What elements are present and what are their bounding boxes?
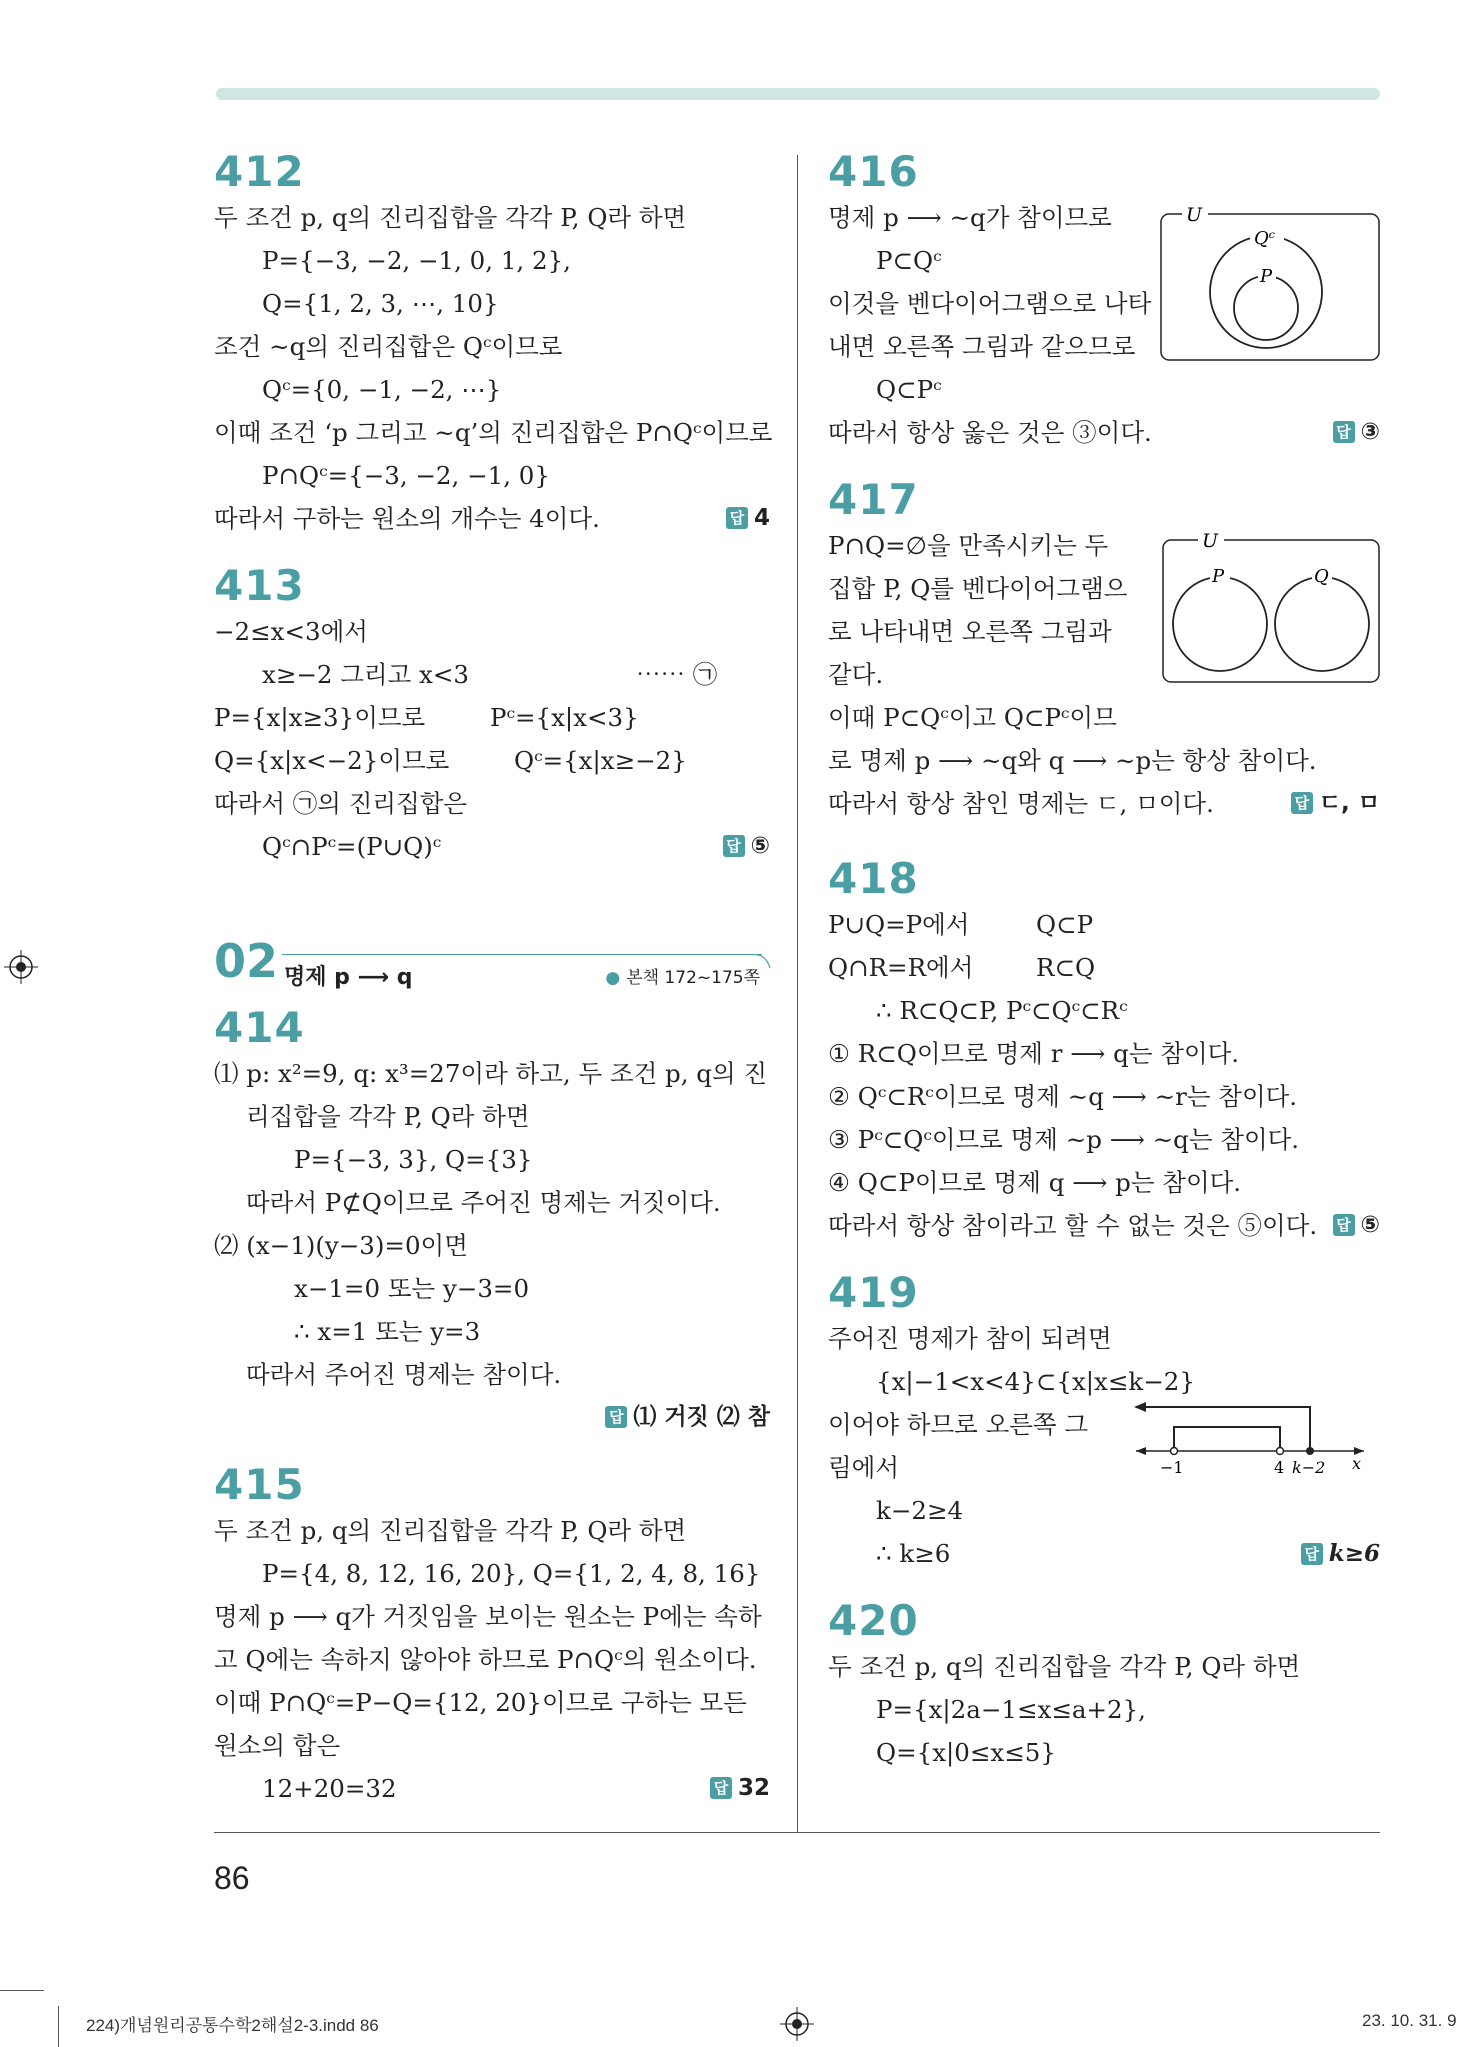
text-line-content: R⊂Q [1036,953,1096,982]
answer [1301,1532,1380,1576]
text-line: P⊂Qᶜ [876,246,942,275]
text-line: x−1=0 또는 y−3=0 [294,1274,530,1303]
answer [1333,411,1380,454]
section-header [214,928,770,998]
text-line-content: Qᶜ={x|x≥−2} [514,746,687,775]
text-line-content: P∪Q=P에서 [828,910,970,939]
label-qc: Qᶜ [1254,228,1276,249]
text-line: −2≤x<3에서 [214,617,368,646]
problem-415 [214,1461,770,1810]
problem-419 [828,1269,1380,1575]
text-line-content: 따라서 항상 참이라고 할 수 없는 것은 ⑤이다. [828,1211,1318,1240]
answer-value: ③ [1360,419,1380,445]
answer [1333,1204,1380,1247]
answer-tag: 답 [723,835,745,857]
text-line: k−2≥4 [876,1496,964,1525]
text-line-content: Q∩R=R에서 [828,953,974,982]
text-line-content: ∴ k≥6 [876,1539,951,1568]
text-line: 두 조건 p, q의 진리집합을 각각 P, Q라 하면 [828,1652,1301,1681]
text-line [214,696,770,739]
text-line: 로 명제 p ⟶ ~q와 q ⟶ ~p는 항상 참이다. [828,746,1317,775]
text-line [828,903,1380,946]
registration-mark-icon [4,950,38,984]
venn-diagram-417 [1162,532,1382,684]
text-line-content: x≥−2 그리고 x<3 [262,660,469,689]
ray-bracket [1136,1407,1310,1451]
text-line [828,946,1380,989]
text-line: Q={1, 2, 3, ⋯, 10} [262,289,499,318]
text-line-content: Pᶜ={x|x<3} [490,703,639,732]
answer-tag: 답 [710,1777,732,1799]
text-line-content: Q⊂P [1036,910,1094,939]
text-line: 이것을 벤다이어그램으로 나타 [828,289,1152,318]
label-p: P [1212,566,1225,587]
text-line: ⑴ p: x²=9, q: x³=27이라 하고, 두 조건 p, q의 진 [214,1059,768,1088]
left-column [214,147,773,1832]
crop-mark [58,2006,59,2047]
universal-set-box [1163,540,1379,682]
problem-number: 418 [828,854,919,903]
answer-tag: 답 [605,1406,627,1428]
set-p-circle [1173,577,1267,671]
bullet-icon: ● [605,968,621,988]
problem-420 [828,1597,1380,1774]
text-line: 내면 오른쪽 그림과 같으므로 [828,332,1136,361]
text-line: 따라서 주어진 명제는 참이다. [246,1360,562,1389]
text-line-content: Q={x|x<−2}이므로 [214,746,450,775]
answer [710,1767,770,1810]
problem-412 [214,147,773,540]
section-number: 02 [214,934,279,988]
text-line [828,1532,1380,1575]
answer [605,1396,770,1439]
open-point-minus1 [1171,1448,1178,1455]
text-line: ② Qᶜ⊂Rᶜ이므로 명제 ~q ⟶ ~r는 참이다. [828,1082,1298,1111]
text-line: 집합 P, Q를 벤다이어그램으 [828,574,1128,603]
text-line: 리집합을 각각 P, Q라 하면 [246,1102,530,1131]
text-line: 두 조건 p, q의 진리집합을 각각 P, Q라 하면 [214,203,687,232]
set-q-circle [1275,577,1369,671]
text-line [214,1767,770,1810]
venn-diagram-416 [1160,206,1382,362]
section-rule [282,954,762,955]
page-number: 86 [214,1860,250,1896]
text-line [214,497,770,540]
text-line: 이어야 하므로 오른쪽 그 [828,1410,1089,1439]
text-line: 고 Q에는 속하지 않아야 하므로 P∩Qᶜ의 원소이다. [214,1645,757,1674]
text-line: 이때 조건 ‘p 그리고 ~q’의 진리집합은 P∩Qᶜ이므로 [214,418,773,447]
answer [726,497,770,540]
right-column [828,148,1380,1796]
answer-tag: 답 [1301,1543,1323,1565]
label-u: U [1202,532,1219,552]
open-point-4 [1277,1448,1284,1455]
tick-label-k-2: k−2 [1292,1458,1326,1477]
text-line-content: 12+20=32 [262,1774,397,1803]
problem-number: 419 [828,1268,919,1317]
text-line [214,739,770,782]
answer [723,825,770,868]
answer-value: k≥6 [1328,1540,1380,1567]
text-line [828,411,1380,454]
top-color-bar [216,88,1380,100]
axis-label-x: x [1352,1454,1362,1473]
answer-value: ⑴ 거짓 ⑵ 참 [633,1404,770,1430]
equation-mark: ⋯⋯ ㉠ [636,660,718,689]
text-line: ④ Q⊂P이므로 명제 q ⟶ p는 참이다. [828,1168,1242,1197]
answer-tag: 답 [1333,421,1355,443]
text-line: ∴ R⊂Q⊂P, Pᶜ⊂Qᶜ⊂Rᶜ [876,996,1128,1025]
text-line: P∩Q=∅을 만족시키는 두 [828,531,1109,560]
set-qc-circle [1210,236,1322,348]
problem-416 [828,148,1380,454]
text-line: ∴ x=1 또는 y=3 [294,1317,481,1346]
text-line: ① R⊂Q이므로 명제 r ⟶ q는 참이다. [828,1039,1240,1068]
text-line: P={−3, −2, −1, 0, 1, 2}, [262,246,571,275]
text-line: Q⊂Pᶜ [876,375,942,404]
text-line [214,825,770,868]
text-line-content: P={x|x≥3}이므로 [214,703,426,732]
text-line-content: 따라서 항상 옳은 것은 ③이다. [828,418,1152,447]
answer-value: ⑤ [1360,1212,1380,1238]
text-line: 원소의 합은 [214,1731,341,1760]
text-line: 같다. [828,660,884,689]
text-line: 조건 ~q의 진리집합은 Qᶜ이므로 [214,332,563,361]
text-line: ③ Pᶜ⊂Qᶜ이므로 명제 ~p ⟶ ~q는 참이다. [828,1125,1300,1154]
problem-number: 417 [828,475,919,524]
answer-tag: 답 [726,507,748,529]
text-line: 로 나타내면 오른쪽 그림과 [828,617,1112,646]
section-title: 명제 p ⟶ q [284,965,413,990]
text-line: Q={x|0≤x≤5} [876,1738,1056,1767]
label-u: U [1186,206,1203,226]
text-line: 림에서 [828,1453,900,1482]
text-line: 이때 P⊂Qᶜ이고 Q⊂Pᶜ이므 [828,703,1117,732]
problem-417 [828,476,1380,825]
text-line: 따라서 P⊄Q이므로 주어진 명제는 거짓이다. [246,1188,721,1217]
text-line: P={4, 8, 12, 16, 20}, Q={1, 2, 4, 8, 16} [262,1559,761,1588]
registration-mark-icon [780,2007,814,2041]
answer-value: 32 [737,1775,770,1801]
tick-label-minus1: −1 [1160,1458,1184,1477]
text-line: 명제 p ⟶ q가 거짓임을 보이는 원소는 P에는 속하 [214,1602,762,1631]
number-line-419 [1128,1397,1368,1487]
text-line: Qᶜ={0, −1, −2, ⋯} [262,375,502,404]
text-line-content: Qᶜ∩Pᶜ=(P∪Q)ᶜ [262,832,442,861]
problem-number: 412 [214,147,305,196]
problem-number: 416 [828,147,919,196]
book-reference-text: 본책 172~175쪽 [626,968,760,988]
closed-point-k-2 [1306,1447,1314,1455]
answer [1291,782,1380,825]
label-q: Q [1314,566,1329,587]
text-line-content: 따라서 항상 참인 명제는 ㄷ, ㅁ이다. [828,789,1214,818]
answer-tag: 답 [1291,792,1313,814]
problem-number: 414 [214,1003,305,1052]
text-line: 주어진 명제가 참이 되려면 [828,1324,1112,1353]
text-line: {x|−1<x<4}⊂{x|x≤k−2} [876,1367,1195,1396]
text-line [214,653,770,696]
book-reference [605,963,760,988]
text-line [828,1204,1380,1247]
text-line: P={x|2a−1≤x≤a+2}, [876,1695,1146,1724]
label-p: P [1260,266,1273,287]
text-line: P∩Qᶜ={−3, −2, −1, 0} [262,461,550,490]
text-line: 이때 P∩Qᶜ=P−Q={12, 20}이므로 구하는 모든 [214,1688,747,1717]
problem-number: 415 [214,1460,305,1509]
tick-label-4: 4 [1274,1458,1285,1477]
text-line: 명제 p ⟶ ~q가 참이므로 [828,203,1112,232]
problem-413 [214,562,770,868]
text-line: P={−3, 3}, Q={3} [294,1145,533,1174]
problem-number: 420 [828,1596,919,1645]
footer-filename: 224)개념원리공통수학2해설2-3.indd 86 [86,2016,379,2035]
axis-arrow-left [1136,1447,1146,1455]
crop-mark [0,1990,44,1991]
answer-value: 4 [753,505,770,531]
bottom-rule [214,1832,1380,1833]
text-line: 두 조건 p, q의 진리집합을 각각 P, Q라 하면 [214,1516,687,1545]
answer-tag: 답 [1333,1214,1355,1236]
text-line: 따라서 ㉠의 진리집합은 [214,789,468,818]
text-line-content: 따라서 구하는 원소의 개수는 4이다. [214,504,600,533]
column-divider [797,155,798,1832]
problem-418 [828,855,1380,1247]
interval-bracket [1174,1427,1280,1451]
text-line [828,782,1380,825]
text-line [214,1396,770,1439]
text-line: ⑵ (x−1)(y−3)=0이면 [214,1231,468,1260]
ray-arrow [1134,1402,1146,1412]
answer-value: ㄷ, ㅁ [1318,790,1380,816]
problem-number: 413 [214,561,305,610]
footer-date: 23. 10. 31. 9 [1362,2011,1457,2030]
answer-value: ⑤ [750,833,770,859]
problem-414 [214,1004,770,1439]
